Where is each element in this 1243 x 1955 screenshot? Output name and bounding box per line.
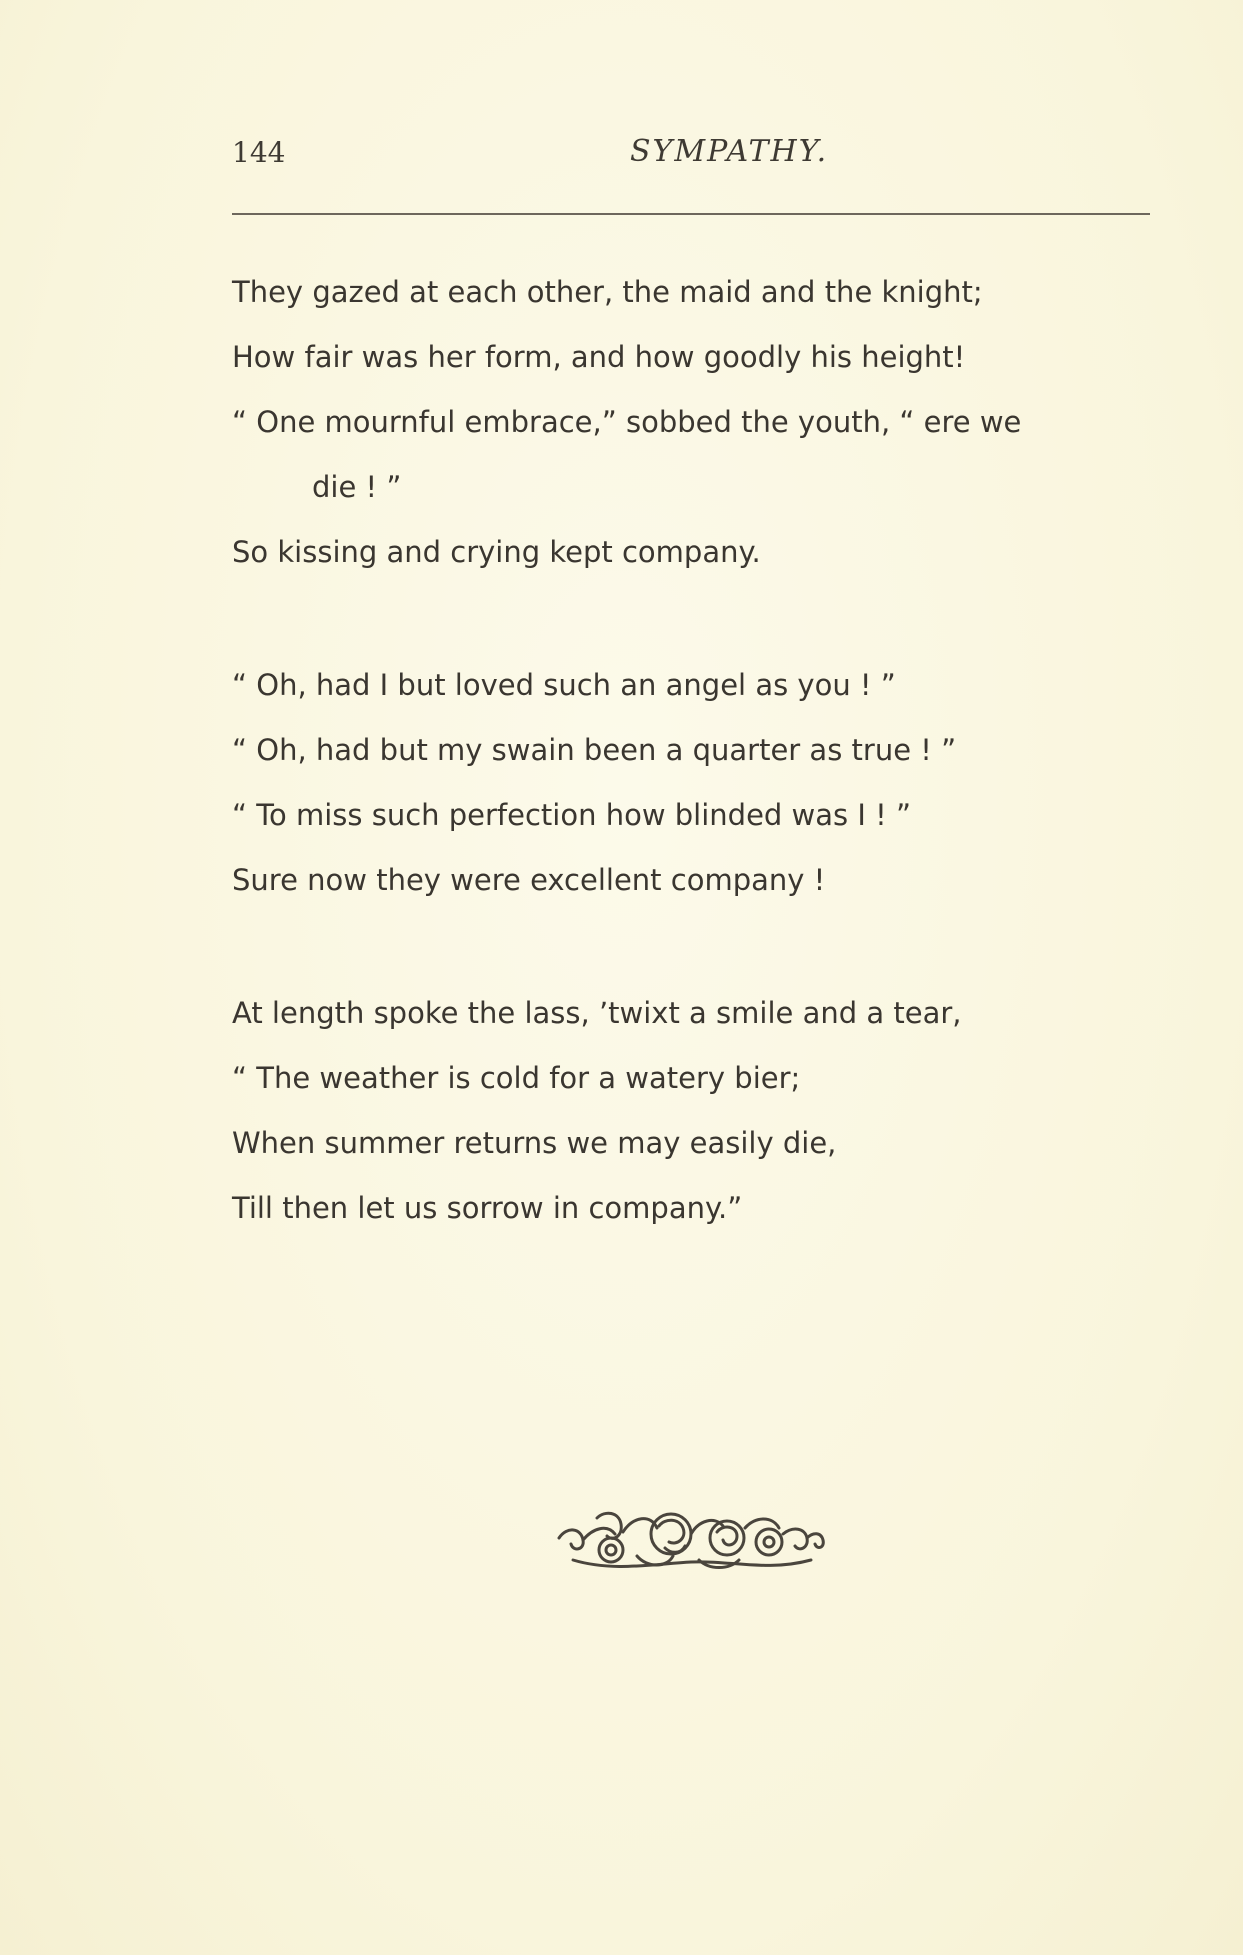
poem	[232, 260, 1162, 1241]
poem-line: They gazed at each other, the maid and the knight;	[232, 275, 983, 309]
poem-line: “ To miss such perfection how blinded was I ! ”	[232, 798, 911, 832]
poem-line: Sure now they were excellent company !	[232, 863, 826, 897]
poem-line: Till then let us sorrow in company.”	[232, 1191, 743, 1225]
poem-line: When summer returns we may easily die,	[232, 1126, 837, 1160]
header-rule	[232, 213, 1150, 215]
poem-line: “ The weather is cold for a watery bier;	[232, 1061, 801, 1095]
poem-line-continuation: die ! ”	[312, 470, 402, 504]
stanza-3	[232, 981, 1162, 1241]
stanza-2	[232, 653, 1162, 913]
poem-line: “ Oh, had I but loved such an angel as you ! ”	[232, 668, 896, 702]
running-head	[232, 130, 1152, 180]
poem-line: How fair was her form, and how goodly his height!	[232, 340, 966, 374]
stanza-1	[232, 260, 1162, 585]
page-number: 144	[232, 136, 286, 169]
running-title: SYMPATHY.	[630, 134, 829, 169]
poem-line: So kissing and crying kept company.	[232, 535, 761, 569]
poem-line: “ One mournful embrace,” sobbed the youth, “ ere we	[232, 405, 1022, 439]
poem-line: At length spoke the lass, ’twixt a smile and a tear,	[232, 996, 962, 1030]
tailpiece-ornament-icon	[553, 1498, 829, 1576]
poem-line: “ Oh, had but my swain been a quarter as true ! ”	[232, 733, 957, 767]
